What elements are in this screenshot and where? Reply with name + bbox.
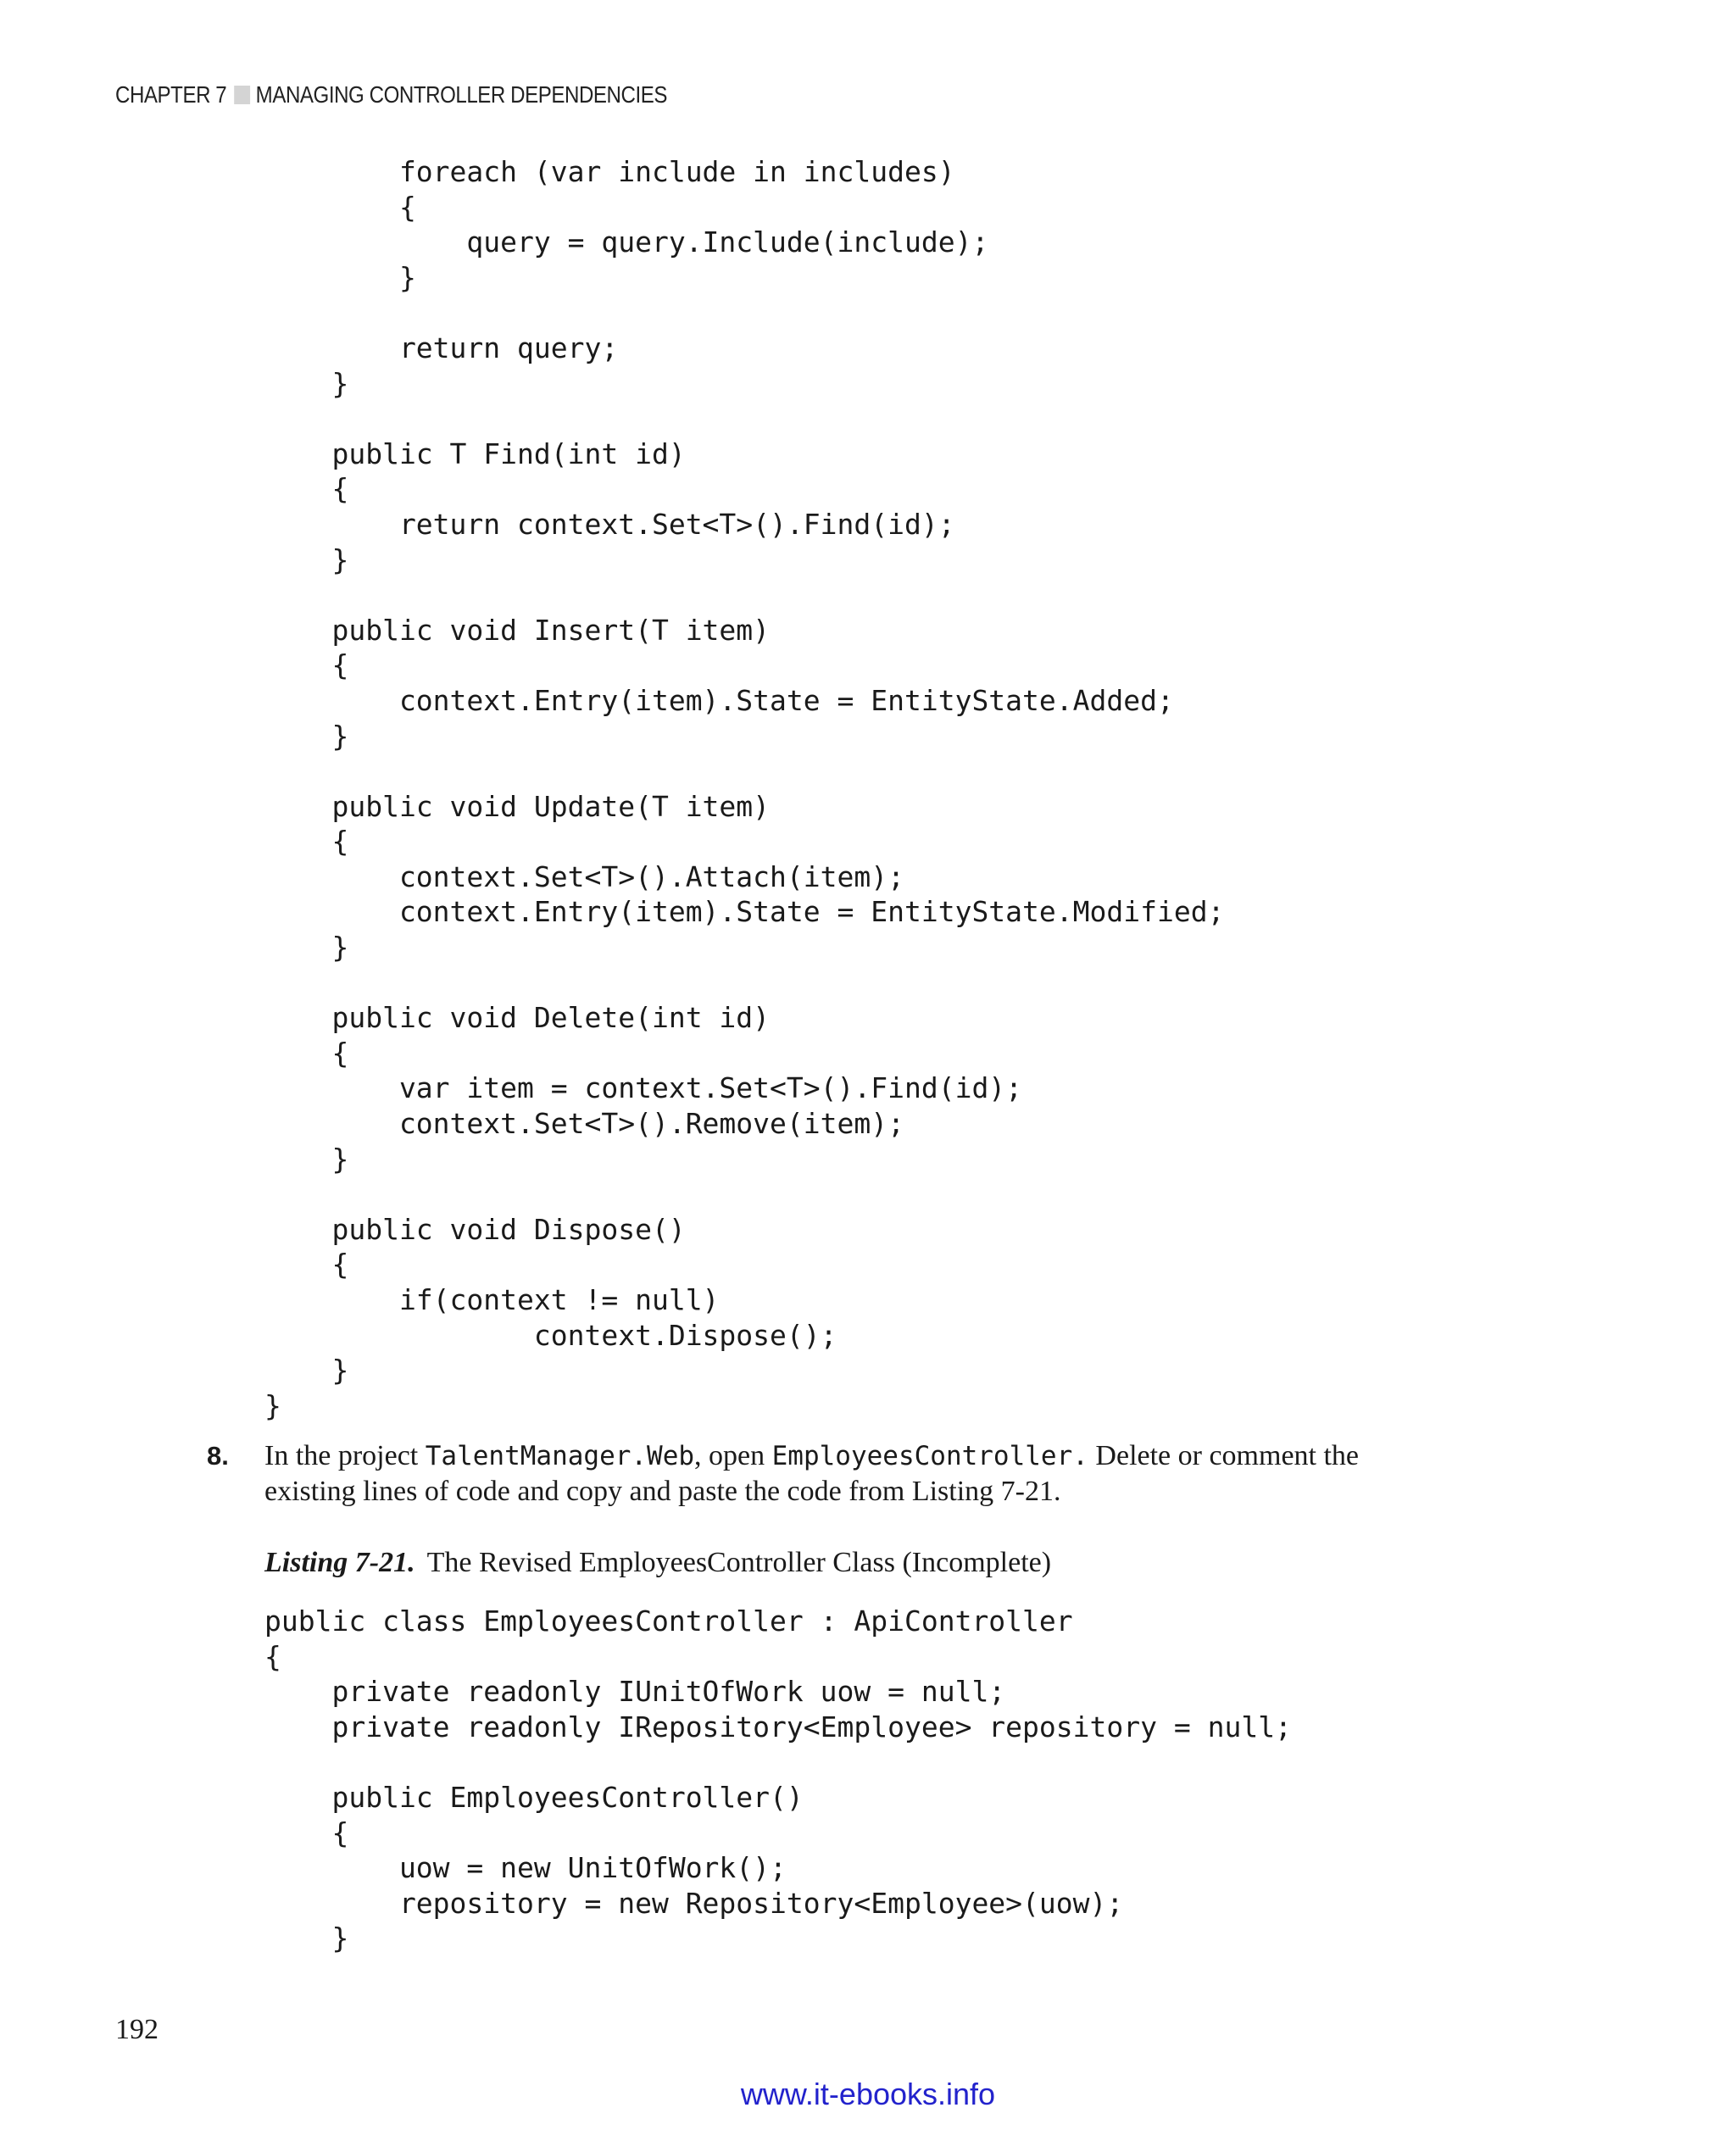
listing-caption — [264, 1547, 1051, 1579]
step-text-part-3: Delete or comment the existing lines of code and copy and paste the code from Listing 7-21. — [264, 1440, 1360, 1507]
step-number: 8. — [207, 1441, 229, 1471]
running-header — [115, 81, 667, 108]
project-name: TalentManager.Web — [425, 1441, 695, 1471]
page-number: 192 — [115, 2014, 159, 2045]
step-text-part-2: , open — [694, 1440, 772, 1471]
step-text — [264, 1438, 1394, 1510]
listing-title: The Revised EmployeesController Class (Incomplete) — [426, 1547, 1052, 1578]
code-listing-continued: foreach (var include in includes) { query = query.Include(include); } return query; } public T Find(int id) { return context.Set<T>().Find(id); } public void Insert(T item) { context.Entry(item).State = EntityState.Added; } public void Update(T item) { context.Set<T>().Attach(item); context.Entry(item).State = EntityState.Modified; } public void Delete(int id) { var item = context.Set<T>().Find(id); context.Set<T>().Remove(item); } public void Dispose() { if(context != null) context.Dispose(); } } — [264, 155, 1225, 1422]
chapter-title: MANAGING CONTROLLER DEPENDENCIES — [255, 81, 668, 108]
footer-website-link[interactable]: www.it-ebooks.info — [740, 2077, 996, 2111]
header-separator-square — [234, 86, 250, 104]
chapter-number: CHAPTER 7 — [115, 81, 227, 108]
listing-label: Listing 7-21. — [264, 1547, 415, 1578]
instruction-step — [207, 1438, 1394, 1510]
code-listing-7-21: public class EmployeesController : ApiController { private readonly IUnitOfWork uow = null; private readonly IRepository<Employee> repository = null; public EmployeesController() { uow = new UnitOfWork(); repository = new Repository<Employee>(uow); } — [264, 1604, 1292, 1955]
controller-name: EmployeesController. — [771, 1441, 1088, 1471]
step-text-part-1: In the project — [264, 1440, 426, 1471]
